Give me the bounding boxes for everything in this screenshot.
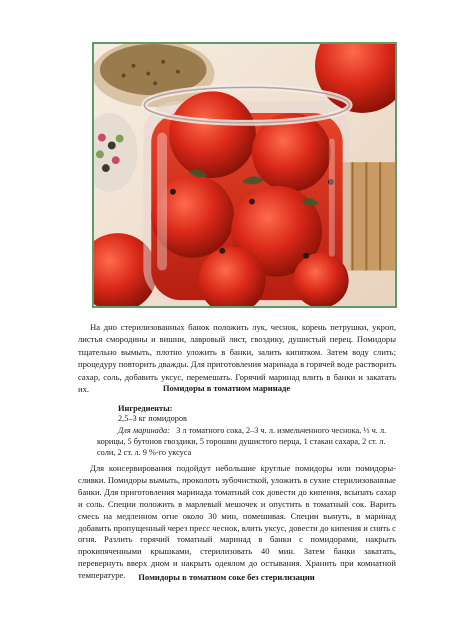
- marinade-text: 3 л томатного сока, 2–3 ч. л. измельченного чеснока, ⅓ ч. л. корицы, 5 бутонов гвоздики, 5 горошин душистого перца, 1 стакан сахара, 2 ст. л. соли, 2 ст. л. 9 %-го уксуса: [97, 426, 387, 458]
- recipe-instructions: Для консервирования подойдут небольшие круглые помидоры или помидоры-сливки. Помидоры вымыть, проколоть зубочисткой, уложить в сухие стерилизованные банки. Для приготовления маринада томатный сок довести до кипения, всыпать сахар и соль. Специи положить в марлевый мешочек и опустить в томатный сок. Варить смесь на медленном огне около 30 мин, помешивая. Специи вынуть, в маринад добавить пропущенный через пресс чеснок, влить уксус, довести до кипения и снять с огня. Разлить горячий томатный маринад в банки с помидорами, накрыть прокипяченными крышками, стерилизовать 40 мин. Затем банки закатать, перевернуть вверх дном и накрыть одеялом до остывания. Хранить при комнатной температуре.: [78, 463, 396, 581]
- pickled-tomatoes-jar-illustration: [94, 44, 395, 306]
- next-recipe-title: Помидоры в томатном соке без стерилизации: [138, 572, 315, 582]
- ingredients-marinade: [97, 425, 399, 459]
- ingredients-tomatoes: 2,5–3 кг помидоров: [118, 414, 187, 423]
- intro-paragraph: На дно стерилизованных банок положить лук, чеснок, корень петрушки, укроп, листья смородины и вишни, лавровый лист, гвоздику, душистый перец. Помидоры тщательно вымыть, плотно уложить в банки, залить кипятком. Затем воду слить; процедуру повторить дважды. Для приготовления маринада в горячей воде растворить сахар, соль, добавить уксус, перемешать. Горячий маринад влить в банки и закатать их.: [78, 322, 396, 395]
- ingredients-title: Ингредиенты:: [118, 404, 173, 413]
- recipe-title: Помидоры в томатном маринаде: [162, 383, 291, 393]
- recipe-photo: [92, 42, 397, 308]
- marinade-label: Для маринада:: [118, 426, 170, 435]
